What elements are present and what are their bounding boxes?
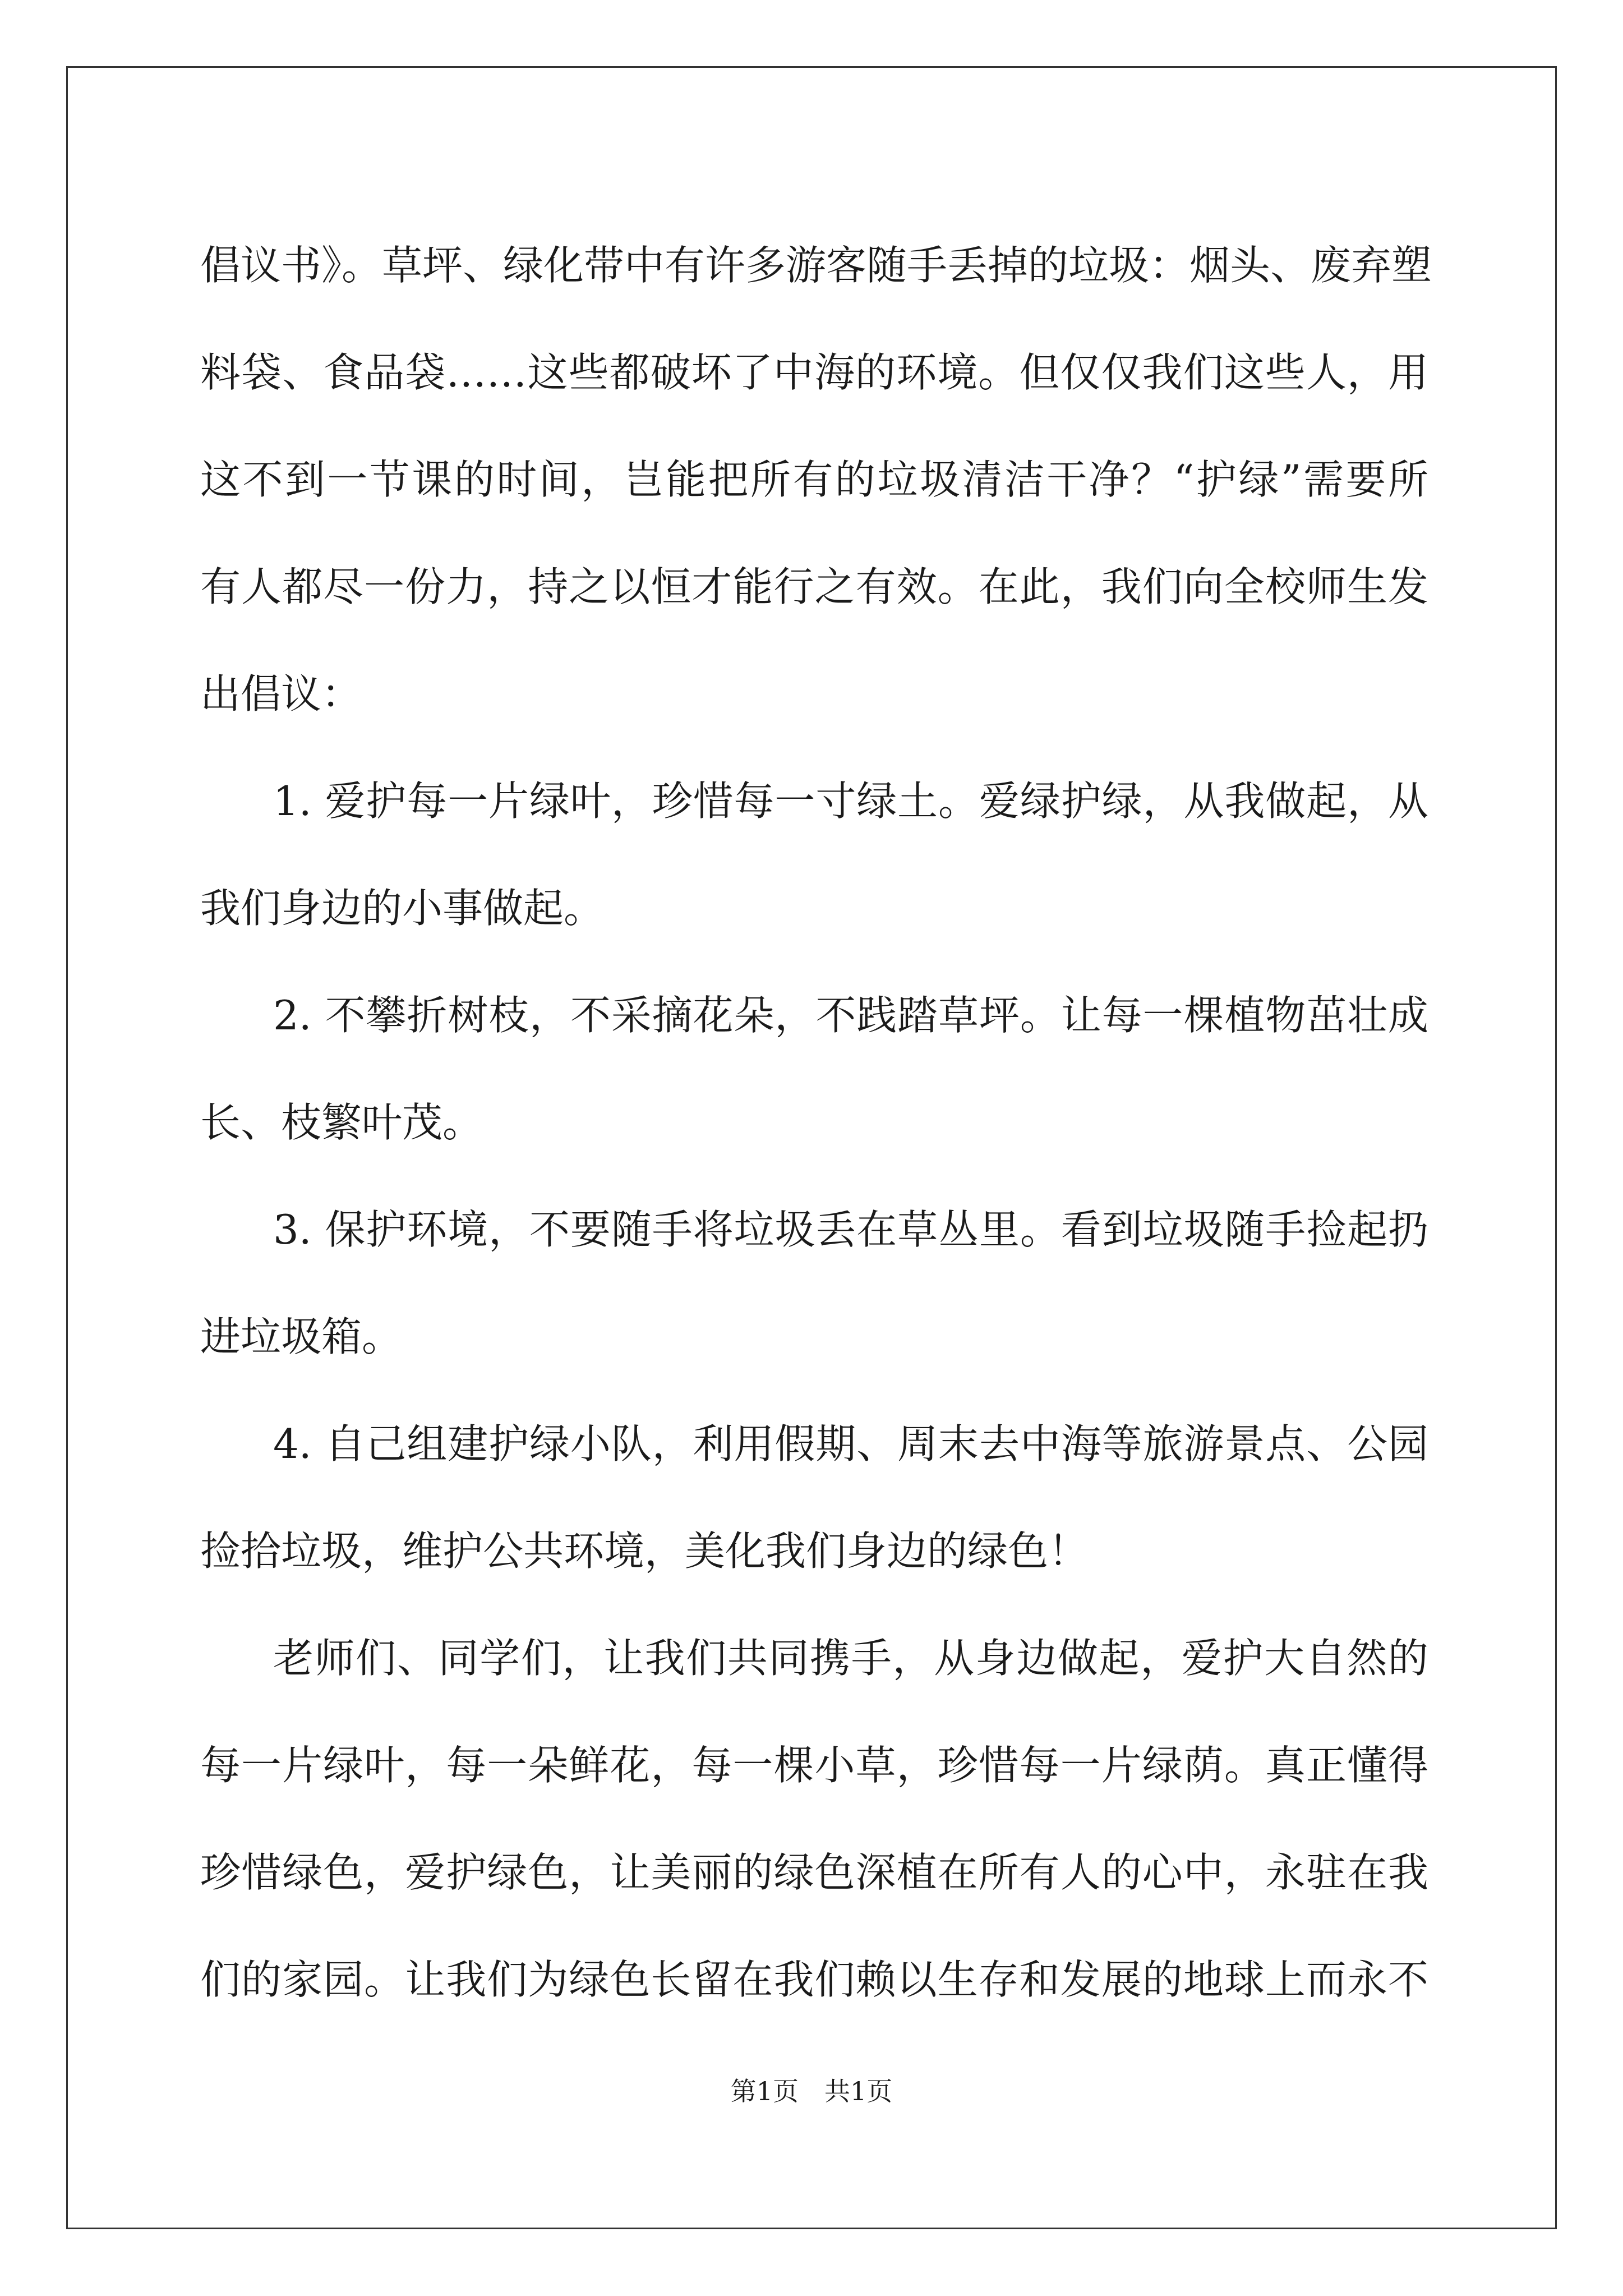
closing-paragraph-line: 每一片绿叶，每一朵鲜花，每一棵小草，珍惜每一片绿荫。真正懂得 bbox=[200, 1742, 1428, 1789]
list-item-2-line: 2. 不攀折树枝，不采摘花朵，不践踏草坪。让每一棵植物茁壮成 bbox=[273, 992, 1428, 1039]
list-item-3-line: 3. 保护环境，不要随手将垃圾丢在草丛里。看到垃圾随手捡起扔 bbox=[273, 1206, 1428, 1253]
text-line: 料袋、食品袋……这些都破坏了中海的环境。但仅仅我们这些人，用 bbox=[200, 349, 1428, 396]
text-line: 这不到一节课的时间，岂能把所有的垃圾清洁干净？“护绿”需要所 bbox=[200, 456, 1428, 503]
list-item-1-line: 1. 爱护每一片绿叶，珍惜每一寸绿土。爱绿护绿，从我做起，从 bbox=[273, 777, 1428, 825]
list-item-4-line: 捡拾垃圾，维护公共环境，美化我们身边的绿色！ bbox=[200, 1527, 1089, 1575]
closing-paragraph-line: 老师们、同学们，让我们共同携手，从身边做起，爱护大自然的 bbox=[273, 1635, 1428, 1682]
document-body bbox=[200, 212, 1432, 2033]
page-number-total: 共1页 bbox=[824, 2076, 893, 2106]
text-line: 出倡议： bbox=[200, 670, 362, 717]
page-footer bbox=[0, 2074, 1623, 2108]
closing-paragraph-line: 们的家园。让我们为绿色长留在我们赖以生存和发展的地球上而永不 bbox=[200, 1956, 1428, 2003]
closing-paragraph-line: 珍惜绿色，爱护绿色，让美丽的绿色深植在所有人的心中，永驻在我 bbox=[200, 1849, 1428, 1896]
list-item-2-line: 长、枝繁叶茂。 bbox=[200, 1099, 483, 1146]
page-number-current: 第1页 bbox=[730, 2076, 799, 2106]
text-line: 有人都尽一份力，持之以恒才能行之有效。在此，我们向全校师生发 bbox=[200, 563, 1428, 610]
text-line: 倡议书》。草坪、绿化带中有许多游客随手丢掉的垃圾：烟头、废弃塑 bbox=[200, 242, 1432, 289]
list-item-4-line: 4. 自己组建护绿小队，利用假期、周末去中海等旅游景点、公园 bbox=[273, 1420, 1428, 1467]
list-item-1-line: 我们身边的小事做起。 bbox=[200, 885, 605, 932]
list-item-3-line: 进垃圾箱。 bbox=[200, 1313, 403, 1360]
